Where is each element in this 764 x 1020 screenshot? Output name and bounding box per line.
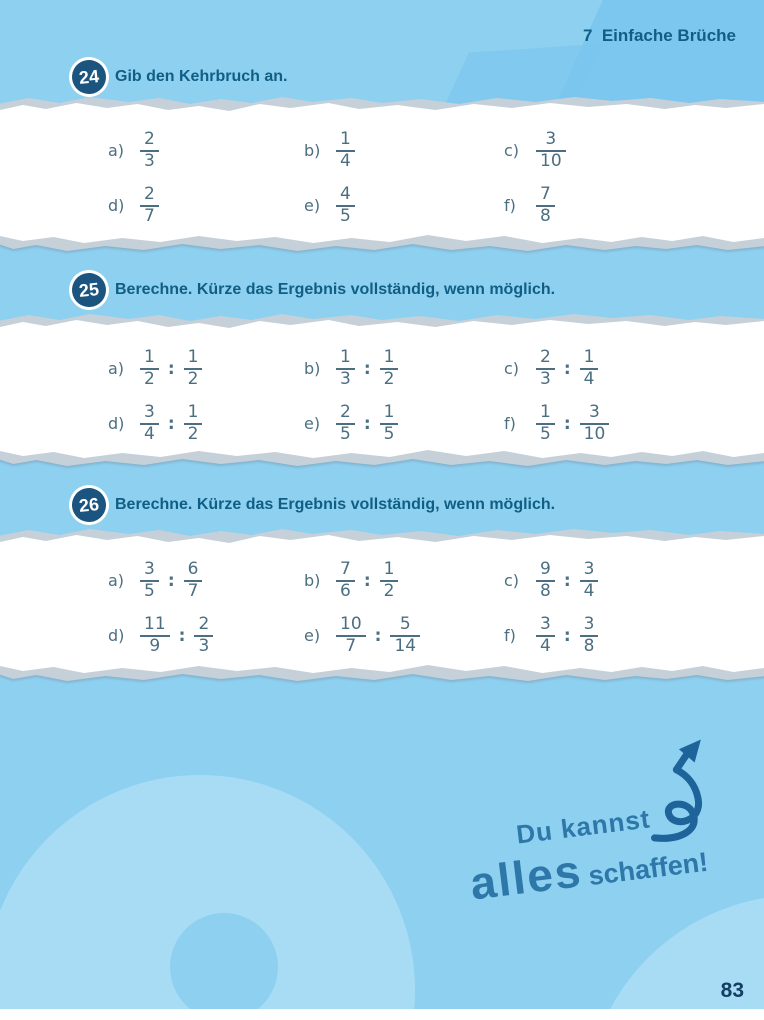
fraction [380,403,399,444]
denominator: 8 [536,580,555,602]
page-edge [0,1009,764,1020]
item-label: b) [304,571,321,591]
exercise-item [504,348,609,389]
fraction [536,185,555,226]
item-label: c) [504,141,520,161]
division-operator: : [167,358,175,379]
item-label: c) [504,571,520,591]
denominator: 3 [140,150,159,172]
fraction [336,348,355,389]
denominator: 7 [336,635,366,657]
exercise-26-items [108,560,598,656]
numerator: 9 [540,559,551,579]
fraction [184,560,203,601]
numerator: 2 [144,184,155,205]
fraction [580,560,599,601]
item-label: f) [504,196,516,216]
item-label: a) [108,141,125,161]
denominator: 5 [140,580,159,602]
item-label: a) [108,571,125,591]
numerator: 3 [583,614,595,635]
numerator: 3 [144,559,155,579]
exercise-title: Berechne. Kürze das Ergebnis vollständig, wenn möglich. [115,496,556,513]
numerator: 1 [144,347,155,367]
denominator: 7 [140,205,159,227]
denominator: 4 [140,423,159,445]
denominator: 4 [336,150,355,172]
fraction [380,348,399,389]
fraction [140,348,159,389]
division-operator: : [374,625,382,646]
denominator: 8 [536,205,555,227]
denominator: 3 [336,368,355,390]
item-label: f) [504,414,516,434]
curly-arrow-icon [633,738,719,846]
exercise-24-items [108,130,566,226]
exercise-item [504,560,598,601]
fraction [336,615,366,656]
division-operator: : [167,570,175,591]
fraction [140,403,159,444]
fraction [536,348,555,389]
motivation-word-rest: schaffen! [586,846,710,892]
numerator: 1 [187,402,199,423]
exercise-item [304,560,504,601]
denominator: 10 [580,423,610,445]
exercise-item [504,185,566,226]
denominator: 5 [336,423,355,445]
fraction [336,403,355,444]
denominator: 9 [140,635,170,657]
exercise-title: Berechne. Kürze das Ergebnis vollständig, wenn möglich. [115,281,556,298]
item-label: a) [108,359,125,379]
fraction [580,615,599,656]
numerator: 3 [540,614,551,635]
fraction [184,348,203,389]
numerator: 1 [187,347,199,367]
item-label: f) [504,626,516,646]
numerator: 2 [540,347,551,367]
fraction [336,560,355,601]
numerator: 1 [340,347,351,367]
division-operator: : [563,358,571,379]
ring-decoration-hole [170,913,278,1020]
numerator: 3 [589,402,600,423]
numerator: 11 [144,614,166,635]
item-label: d) [108,196,125,216]
exercise-item [108,185,304,226]
division-operator: : [363,413,371,434]
fraction [140,130,159,171]
exercise-item [108,130,304,171]
item-label: b) [304,359,321,379]
exercise-number-badge: 26 [70,486,107,523]
numerator: 6 [187,559,199,579]
numerator: 1 [383,402,395,423]
exercise-item [304,615,504,656]
item-label: e) [304,414,321,434]
fraction [184,403,203,444]
item-label: e) [304,196,321,216]
exercise-title: Gib den Kehrbruch an. [115,68,288,85]
denominator: 6 [336,580,355,602]
exercise-item [304,130,504,171]
item-label: e) [304,626,321,646]
fraction [536,403,555,444]
motivation-line1: Du kannst [514,803,652,850]
denominator: 2 [184,423,203,445]
numerator: 1 [540,402,551,423]
fraction [336,185,355,226]
division-operator: : [363,358,371,379]
fraction [536,615,555,656]
page-number: 83 [720,979,744,1002]
denominator: 4 [536,635,555,657]
exercise-item [304,348,504,389]
numerator: 7 [540,184,551,205]
exercise-24-header [72,60,287,94]
denominator: 5 [380,423,399,445]
exercise-item [108,615,304,656]
denominator: 14 [390,635,420,657]
numerator: 4 [340,184,351,205]
item-label: c) [504,359,520,379]
division-operator: : [178,625,186,646]
fraction [140,185,159,226]
division-operator: : [563,413,571,434]
numerator: 7 [340,559,351,579]
fraction [580,348,599,389]
exercise-26-header [72,488,555,522]
exercise-25-header [72,273,555,307]
fraction [580,403,610,444]
denominator: 5 [536,423,555,445]
exercise-item [304,403,504,444]
denominator: 10 [536,150,566,172]
denominator: 5 [336,205,355,227]
denominator: 7 [184,580,203,602]
fraction [536,130,566,171]
exercise-item [504,130,566,171]
numerator: 1 [583,347,595,367]
numerator: 2 [144,129,155,149]
fraction [140,560,159,601]
numerator: 3 [144,402,155,423]
exercise-item [304,185,504,226]
exercise-item [108,348,304,389]
motivation-word-big: alles [467,844,586,910]
numerator: 3 [545,129,557,149]
exercise-number-badge: 24 [70,58,107,95]
division-operator: : [363,570,371,591]
numerator: 10 [340,614,362,635]
exercise-item [108,403,304,444]
denominator: 4 [580,580,599,602]
chapter-heading: 7 Einfache Brüche [582,26,736,45]
item-label: b) [304,141,321,161]
denominator: 2 [380,580,399,602]
denominator: 2 [140,368,159,390]
exercise-25-items [108,348,609,444]
numerator: 2 [340,402,351,423]
numerator: 2 [198,614,210,635]
fraction [390,615,420,656]
item-label: d) [108,626,125,646]
denominator: 8 [580,635,599,657]
division-operator: : [563,570,571,591]
numerator: 5 [399,614,411,635]
fraction [194,615,213,656]
numerator: 3 [583,559,595,579]
exercise-number-badge: 25 [70,271,107,308]
division-operator: : [563,625,571,646]
denominator: 3 [536,368,555,390]
numerator: 1 [383,559,395,579]
fraction [336,130,355,171]
denominator: 2 [184,368,203,390]
denominator: 2 [380,368,399,390]
exercise-item [504,403,609,444]
denominator: 4 [580,368,599,390]
fraction [536,560,555,601]
denominator: 3 [194,635,213,657]
fraction [140,615,170,656]
item-label: d) [108,414,125,434]
exercise-item [108,560,304,601]
fraction [380,560,399,601]
numerator: 1 [383,347,395,367]
exercise-item [504,615,598,656]
numerator: 1 [340,129,351,149]
motivation-text [452,797,710,912]
division-operator: : [167,413,175,434]
